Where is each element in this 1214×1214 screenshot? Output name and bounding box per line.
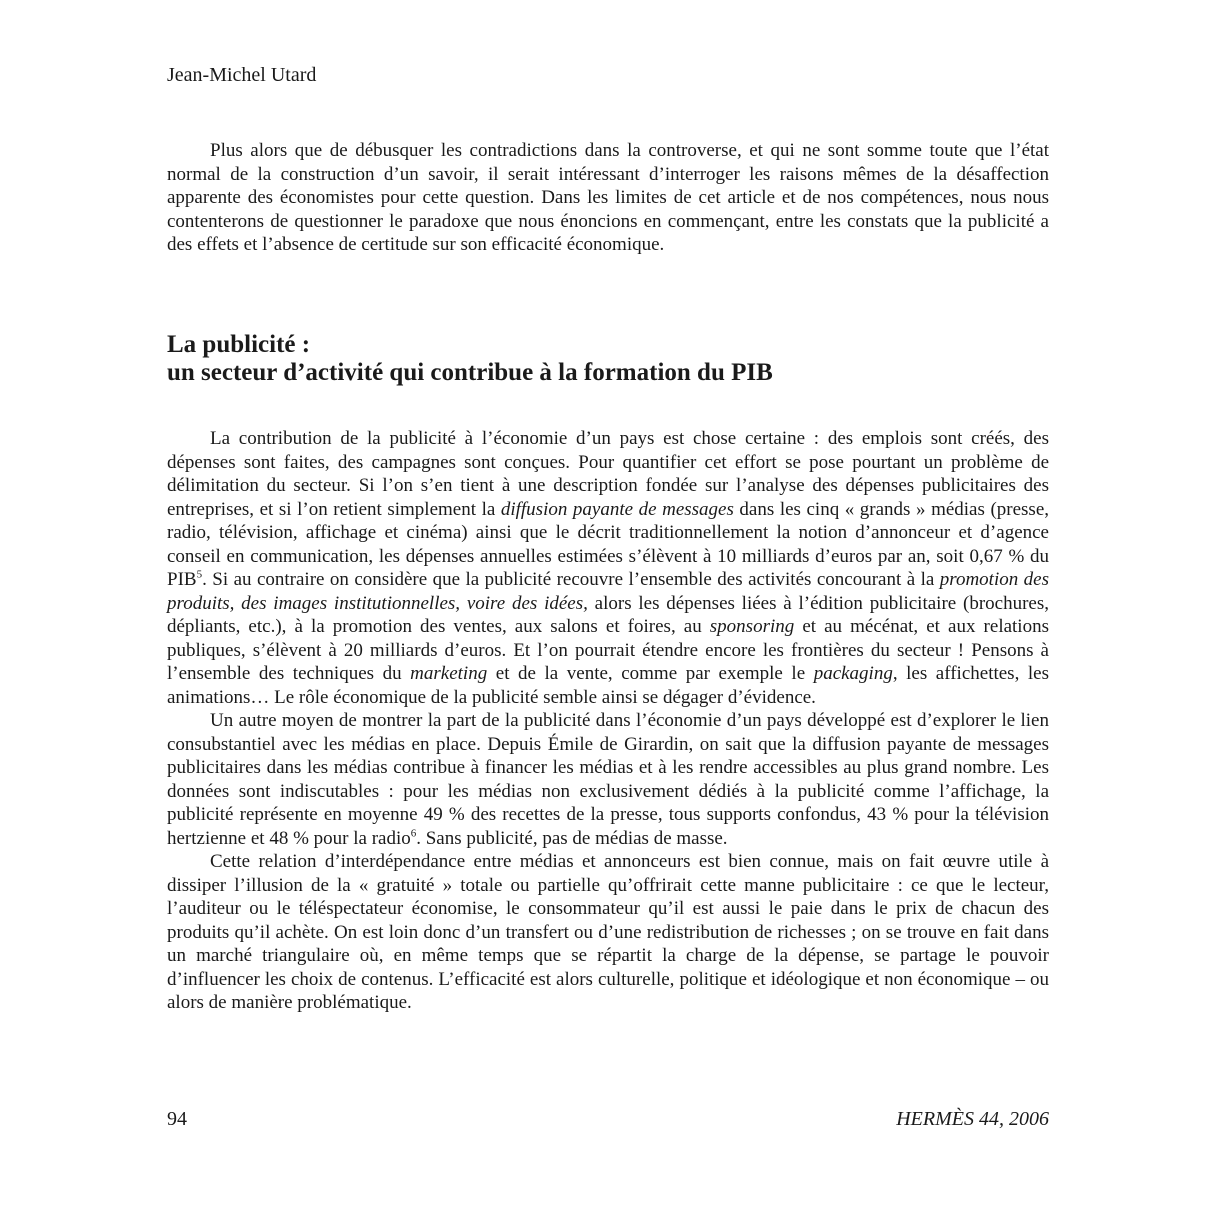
- p1-text-2: dans les cinq « grands » médias (presse, radio, télévision, affichage et cinéma) ainsi que le décrit traditionnellement la notion d’annonceur et d’agence conseil en communication, les dépenses annuelles estimées s’élèvent à 10 milliards d’euros par an, soit 0,67 % du PIB: [167, 498, 1050, 590]
- footnote-ref-5: 5: [196, 568, 203, 581]
- p1-emphasis-4: marketing: [410, 663, 488, 684]
- section-body: [167, 427, 1049, 1015]
- p2-text-1: Un autre moyen de montrer la part de la publicité dans l’économie d’un pays développé est d’explorer le lien consubstantiel avec les médias en place. Depuis Émile de Girardin, on sait que la diffusion payante de messages publicitaires dans les médias contribue à financer les médias et à les rendre accessibles au plus grand nombre. Les données sont indiscutables : pour les médias non exclusivement dédiés à la publicité comme l’affichage, la publicité représente en moyenne 49 % des recettes de la presse, tous supports confondus, 43 % pour la télévision hertzienne et 48 % pour la radio: [167, 710, 1049, 849]
- journal-reference: HERMÈS 44, 2006: [896, 1108, 1049, 1130]
- p1-emphasis-1: diffusion payante de messages: [500, 498, 734, 520]
- p1-text-4: alors les dépenses liées à l’édition publicitaire (brochures, dépliants, etc.), à la promotion des ventes, aux salons et foires, au: [167, 592, 1049, 637]
- section-heading-line2: un secteur d’activité qui contribue à la formation du PIB: [167, 359, 773, 386]
- p1-text-5: et au mécénat, et aux relations publiques, s’élèvent à 20 milliards d’euros. Et l’on pourrait étendre encore les frontières du secteur ! Pensons à l’ensemble des techniques du: [167, 616, 1049, 684]
- p1-text-7: , les affichettes, les animations… Le rôle économique de la publicité semble ainsi se dégager d’évidence.: [167, 663, 1049, 708]
- intro-paragraph: Plus alors que de débusquer les contradictions dans la controverse, et qui ne sont somme toute que l’état normal de la construction d’un savoir, il serait intéressant d’interroger les raisons mêmes de la désaffection apparente des économistes pour cette question. Dans les limites de cet article et de nos compétences, nous nous contenterons de questionner le paradoxe que nous énoncions en commençant, entre les constats que la publicité a des effets et l’absence de certitude sur son efficacité économique.: [167, 140, 1049, 255]
- p1-emphasis-2: promotion des produits, des images institutionnelles, voire des idées,: [167, 569, 1049, 614]
- section-paragraph-3: Cette relation d’interdépendance entre médias et annonceurs est bien connue, mais on fait œuvre utile à dissiper l’illusion de la « gratuité » totale ou partielle qu’offrirait cette manne publicitaire : ce que le lecteur, l’auditeur ou le téléspectateur économise, le consommateur qu’il est aussi le paie dans le prix de chacun des produits qu’il achète. On est loin donc d’un transfert ou d’une redistribution de richesses ; on se trouve en fait dans un marché triangulaire où, en même temps que se répartit la charge de la dépense, se partage le pouvoir d’influencer les choix de contenus. L’efficacité est alors culturelle, politique et idéologique et non économique – ou alors de manière problématique.: [167, 851, 1049, 1013]
- page-number: 94: [167, 1108, 187, 1130]
- section-heading: [167, 331, 1049, 387]
- p2-text-2: . Sans publicité, pas de médias de masse.: [416, 827, 728, 849]
- p1-emphasis-5: packaging: [813, 663, 893, 684]
- p1-emphasis-3: sponsoring: [709, 616, 795, 637]
- p1-text-1: La contribution de la publicité à l’économie d’un pays est chose certaine : des emplois sont créés, des dépenses sont faites, des campagnes sont conçues. Pour quantifier cet effort se pose pourtant un problème de délimitation du secteur. Si l’on s’en tient à une description fondée sur l’analyse des dépenses publicitaires des entreprises, et si l’on retient simplement la: [167, 428, 1049, 520]
- p1-text-3: . Si au contraire on considère que la publicité recouvre l’ensemble des activités concourant à la: [202, 569, 940, 590]
- p1-text-6: et de la vente, comme par exemple le: [487, 663, 814, 684]
- section-paragraph-1: [167, 427, 1049, 709]
- footnote-ref-6: 6: [410, 827, 417, 840]
- section-heading-line1: La publicité :: [167, 331, 311, 358]
- running-head-author: Jean-Michel Utard: [167, 64, 317, 86]
- intro-block: [167, 139, 1049, 257]
- section-paragraph-2: [167, 709, 1049, 850]
